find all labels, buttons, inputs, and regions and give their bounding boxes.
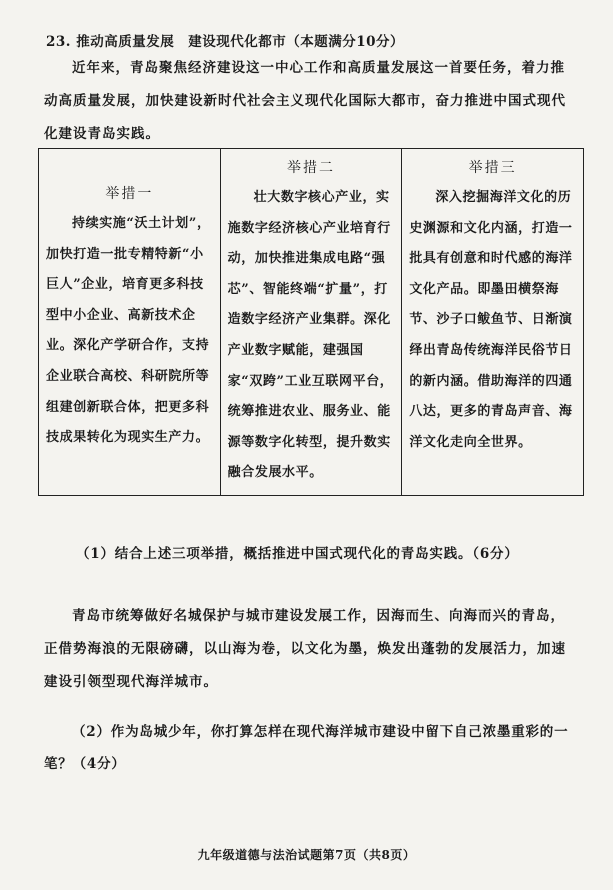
measure-2-heading: 举措二 bbox=[286, 160, 335, 176]
measure-cell-3 bbox=[402, 149, 584, 496]
sub-question-2-text: （2）作为岛城少年，你打算怎样在现代海洋城市建设中留下自己浓墨重彩的一笔？（4分） bbox=[44, 724, 569, 772]
measure-1-body bbox=[46, 209, 213, 454]
measure-cell-2 bbox=[220, 149, 402, 496]
measure-1-text: 持续实施“沃土计划”，加快打造一批专精特新“小巨人”企业，培育更多科技型中小企业、高新技术企业。深化产学研合作，支持企业联合高校、科研院所等组建创新联合体，把更多科技成果转化为现实生产力。 bbox=[46, 216, 211, 446]
intro-paragraph bbox=[44, 52, 574, 151]
question-title bbox=[46, 30, 404, 50]
measure-2-body bbox=[228, 183, 395, 489]
intro-text: 近年来，青岛聚焦经济建设这一中心工作和高质量发展这一首要任务，着力推动高质量发展，加快建设新时代社会主义现代化国际大都市，奋力推进中国式现代化建设青岛实践。 bbox=[44, 60, 566, 142]
measure-3-body bbox=[409, 183, 576, 458]
material-paragraph bbox=[44, 600, 574, 699]
measure-1-heading: 举措一 bbox=[105, 186, 154, 202]
material-text: 青岛市统筹做好名城保护与城市建设发展工作，因海而生、向海而兴的青岛，正借势海浪的无限磅礴，以山海为卷，以文化为墨，焕发出蓬勃的发展活力，加速建设引领型现代海洋城市。 bbox=[44, 608, 566, 690]
measure-3-heading: 举措三 bbox=[468, 160, 517, 176]
question-heading: 推动高质量发展 建设现代化都市（本题满分10分） bbox=[76, 34, 404, 50]
page-footer: 九年级道德与法治试题第7页（共8页） bbox=[197, 848, 416, 862]
measure-3-text: 深入挖掘海洋文化的历史渊源和文化内涵，打造一批具有创意和时代感的海洋文化产品。即墨田横祭海节、沙子口鲅鱼节、日渐演绎出青岛传统海洋民俗节日的新内涵。借助海洋的四通八达，更多的青岛声音、海洋文化走向全世界。 bbox=[409, 190, 573, 450]
question-number: 23. bbox=[46, 34, 71, 50]
measure-cell-1 bbox=[39, 149, 221, 496]
sub-question-2 bbox=[44, 716, 574, 780]
measure-2-text: 壮大数字核心产业，实施数字经济核心产业培育行动，加快推进集成电路“强芯”、智能终端“扩量”，打造数字经济产业集群。深化产业数字赋能，建强国家“双跨”工业互联网平台，统筹推进农业、服务业、能源等数字化转型，提升数实融合发展水平。 bbox=[227, 190, 394, 481]
measures-table bbox=[38, 148, 584, 496]
sub-question-1: （1）结合上述三项举措，概括推进中国式现代化的青岛实践。（6分） bbox=[76, 546, 519, 562]
